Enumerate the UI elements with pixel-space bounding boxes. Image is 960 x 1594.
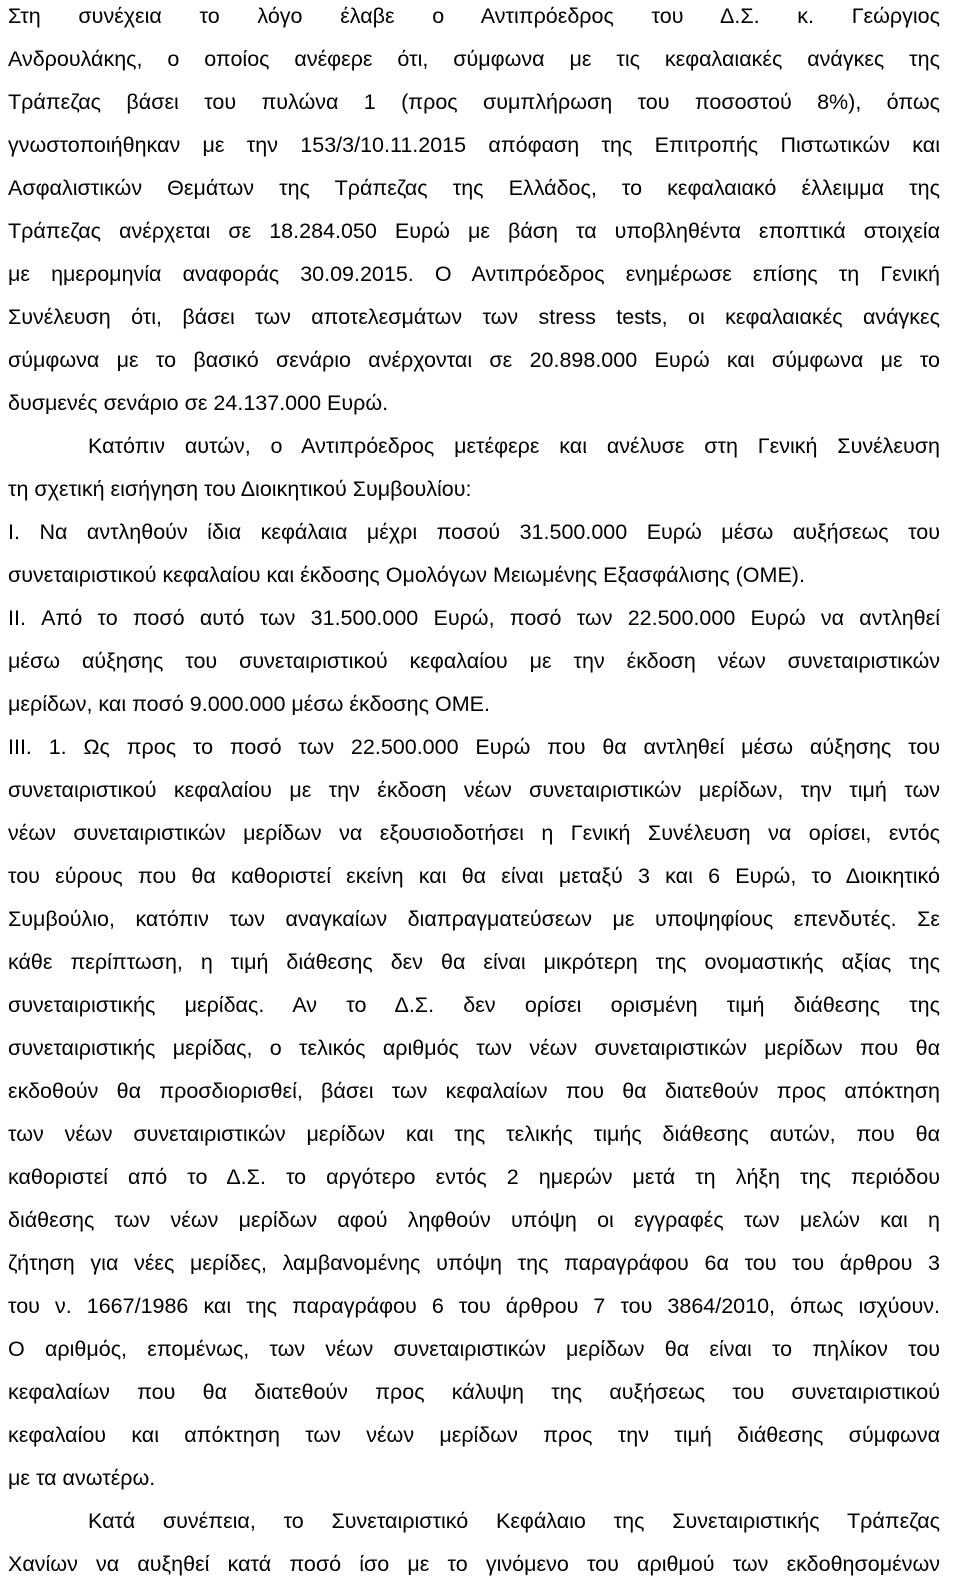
paragraph-line: ζήτηση για νέες μερίδες, λαμβανομένης υπόψη της παραγράφου 6α του του άρθρου 3 — [8, 1251, 940, 1275]
paragraph-line: συνεταιριστικού κεφαλαίου με την έκδοση νέων συνεταιριστικών μερίδων, την τιμή των — [8, 778, 940, 802]
paragraph-line: συνεταιριστικής μερίδας, ο τελικός αριθμός των νέων συνεταιριστικών μερίδων που θα — [8, 1036, 940, 1060]
paragraph-line: Συμβούλιο, κατόπιν των αναγκαίων διαπραγματεύσεων με υποψηφίους επενδυτές. Σε — [8, 907, 940, 931]
paragraph-line: γνωστοποιήθηκαν με την 153/3/10.11.2015 απόφαση της Επιτροπής Πιστωτικών και — [8, 133, 940, 157]
paragraph-line: Κατόπιν αυτών, ο Αντιπρόεδρος μετέφερε και ανέλυσε στη Γενική Συνέλευση — [88, 434, 940, 458]
paragraph-line: μερίδων, και ποσό 9.000.000 μέσω έκδοσης ΟΜΕ. — [8, 692, 490, 716]
paragraph-line: νέων συνεταιριστικών μερίδων να εξουσιοδοτήσει η Γενική Συνέλευση να ορίσει, εντός — [8, 821, 940, 845]
paragraph-line: Συνέλευση ότι, βάσει των αποτελεσμάτων των stress tests, οι κεφαλαιακές ανάγκες — [8, 305, 940, 329]
paragraph-line: Ασφαλιστικών Θεμάτων της Τράπεζας της Ελλάδος, το κεφαλαιακό έλλειμμα της — [8, 176, 940, 200]
paragraph-line: κάθε περίπτωση, η τιμή διάθεσης δεν θα είναι μικρότερη της ονομαστικής αξίας της — [8, 950, 940, 974]
paragraph-line: του εύρους που θα καθοριστεί εκείνη και θα είναι μεταξύ 3 και 6 Ευρώ, το Διοικητικό — [8, 864, 940, 888]
paragraph-line: εκδοθούν θα προσδιορισθεί, βάσει των κεφαλαίων που θα διατεθούν προς απόκτηση — [8, 1079, 940, 1103]
paragraph-line: συνεταιριστικού κεφαλαίου και έκδοσης Ομολόγων Μειωμένης Εξασφάλισης (ΟΜΕ). — [8, 563, 805, 587]
paragraph-line: II. Από το ποσό αυτό των 31.500.000 Ευρώ, ποσό των 22.500.000 Ευρώ να αντληθεί — [8, 606, 940, 630]
paragraph-line: καθοριστεί από το Δ.Σ. το αργότερο εντός 2 ημερών μετά τη λήξη της περιόδου — [8, 1165, 940, 1189]
paragraph-line: Ο αριθμός, επομένως, των νέων συνεταιριστικών μερίδων θα είναι το πηλίκον του — [8, 1337, 940, 1361]
paragraph-line: κεφαλαίων που θα διατεθούν προς κάλυψη της αυξήσεως του συνεταιριστικού — [8, 1380, 940, 1404]
paragraph-line: Τράπεζας βάσει του πυλώνα 1 (προς συμπλήρωση του ποσοστού 8%), όπως — [8, 90, 940, 114]
paragraph-line: με ημερομηνία αναφοράς 30.09.2015. Ο Αντιπρόεδρος ενημέρωσε επίσης τη Γενική — [8, 262, 940, 286]
paragraph-line: I. Να αντληθούν ίδια κεφάλαια μέχρι ποσού 31.500.000 Ευρώ μέσω αυξήσεως του — [8, 520, 940, 544]
paragraph-line: του ν. 1667/1986 και της παραγράφου 6 του άρθρου 7 του 3864/2010, όπως ισχύουν. — [8, 1294, 940, 1318]
paragraph-line: με τα ανωτέρω. — [8, 1466, 156, 1490]
paragraph-line: Χανίων να αυξηθεί κατά ποσό ίσο με το γινόμενο του αριθμού των εκδοθησομένων — [8, 1552, 940, 1576]
paragraph-line: των νέων συνεταιριστικών μερίδων και της τελικής τιμής διάθεσης αυτών, που θα — [8, 1122, 940, 1146]
paragraph-line: διάθεσης των νέων μερίδων αφού ληφθούν υπόψη οι εγγραφές των μελών και η — [8, 1208, 940, 1232]
paragraph-line: τη σχετική εισήγηση του Διοικητικού Συμβουλίου: — [8, 477, 472, 501]
paragraph-line: Κατά συνέπεια, το Συνεταιριστικό Κεφάλαιο της Συνεταιριστικής Τράπεζας — [88, 1509, 940, 1533]
paragraph-line: κεφαλαίου και απόκτηση των νέων μερίδων προς την τιμή διάθεσης σύμφωνα — [8, 1423, 940, 1447]
paragraph-line: Στη συνέχεια το λόγο έλαβε ο Αντιπρόεδρος του Δ.Σ. κ. Γεώργιος — [8, 4, 940, 28]
paragraph-line: Ανδρουλάκης, ο οποίος ανέφερε ότι, σύμφωνα με τις κεφαλαιακές ανάγκες της — [8, 47, 940, 71]
paragraph-line: δυσμενές σενάριο σε 24.137.000 Ευρώ. — [8, 391, 389, 415]
paragraph-line: σύμφωνα με το βασικό σενάριο ανέρχονται σε 20.898.000 Ευρώ και σύμφωνα με το — [8, 348, 940, 372]
paragraph-line: μέσω αύξησης του συνεταιριστικού κεφαλαίου με την έκδοση νέων συνεταιριστικών — [8, 649, 940, 673]
paragraph-line: συνεταιριστικής μερίδας. Αν το Δ.Σ. δεν ορίσει ορισμένη τιμή διάθεσης της — [8, 993, 940, 1017]
paragraph-line: Τράπεζας ανέρχεται σε 18.284.050 Ευρώ με βάση τα υποβληθέντα εποπτικά στοιχεία — [8, 219, 940, 243]
paragraph-line: III. 1. Ως προς το ποσό των 22.500.000 Ευρώ που θα αντληθεί μέσω αύξησης του — [8, 735, 940, 759]
